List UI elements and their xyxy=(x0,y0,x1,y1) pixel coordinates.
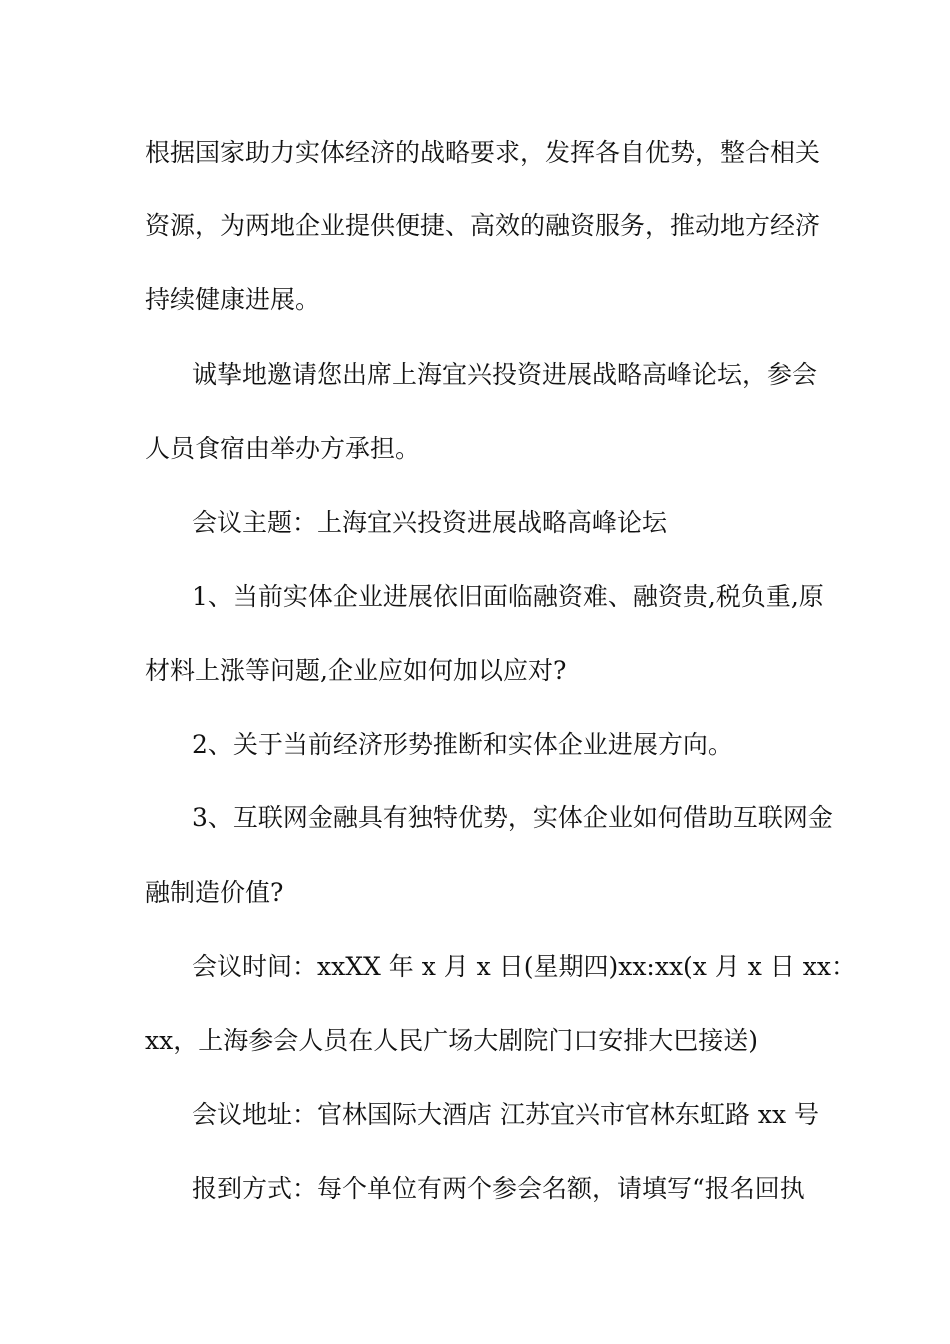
paragraph-line: 人员食宿由举办方承担。 xyxy=(145,434,421,463)
paragraph-line: 诚挚地邀请您出席上海宜兴投资进展战略高峰论坛，参会 xyxy=(192,360,818,389)
meeting-time-continuation: xx，上海参会人员在人民广场大剧院门口安排大巴接送) xyxy=(145,1026,758,1055)
topic-1-line: 1、当前实体企业进展依旧面临融资难、融资贵,税负重,原 xyxy=(192,582,824,611)
paragraph-line: 持续健康进展。 xyxy=(145,285,321,314)
meeting-address-line: 会议地址：官林国际大酒店 江苏宜兴市官林东虹路 xx 号 xyxy=(192,1100,820,1129)
topic-3-line: 3、互联网金融具有独特优势，实体企业如何借助互联网金 xyxy=(192,803,833,832)
meeting-time-line: 会议时间：xxXX 年 x 月 x 日(星期四)xx:xx(x 月 x 日 xx： xyxy=(192,952,856,981)
topic-1-continuation: 材料上涨等问题,企业应如何加以应对? xyxy=(145,656,567,685)
topic-2-line: 2、关于当前经济形势推断和实体企业进展方向。 xyxy=(192,730,733,759)
topic-3-continuation: 融制造价值? xyxy=(145,878,284,907)
paragraph-line: 根据国家助力实体经济的战略要求，发挥各自优势，整合相关 xyxy=(145,138,821,167)
paragraph-line: 资源，为两地企业提供便捷、高效的融资服务，推动地方经济 xyxy=(145,211,821,240)
registration-line: 报到方式：每个单位有两个参会名额，请填写“报名回执 xyxy=(192,1174,805,1203)
meeting-theme-line: 会议主题：上海宜兴投资进展战略高峰论坛 xyxy=(192,508,668,537)
